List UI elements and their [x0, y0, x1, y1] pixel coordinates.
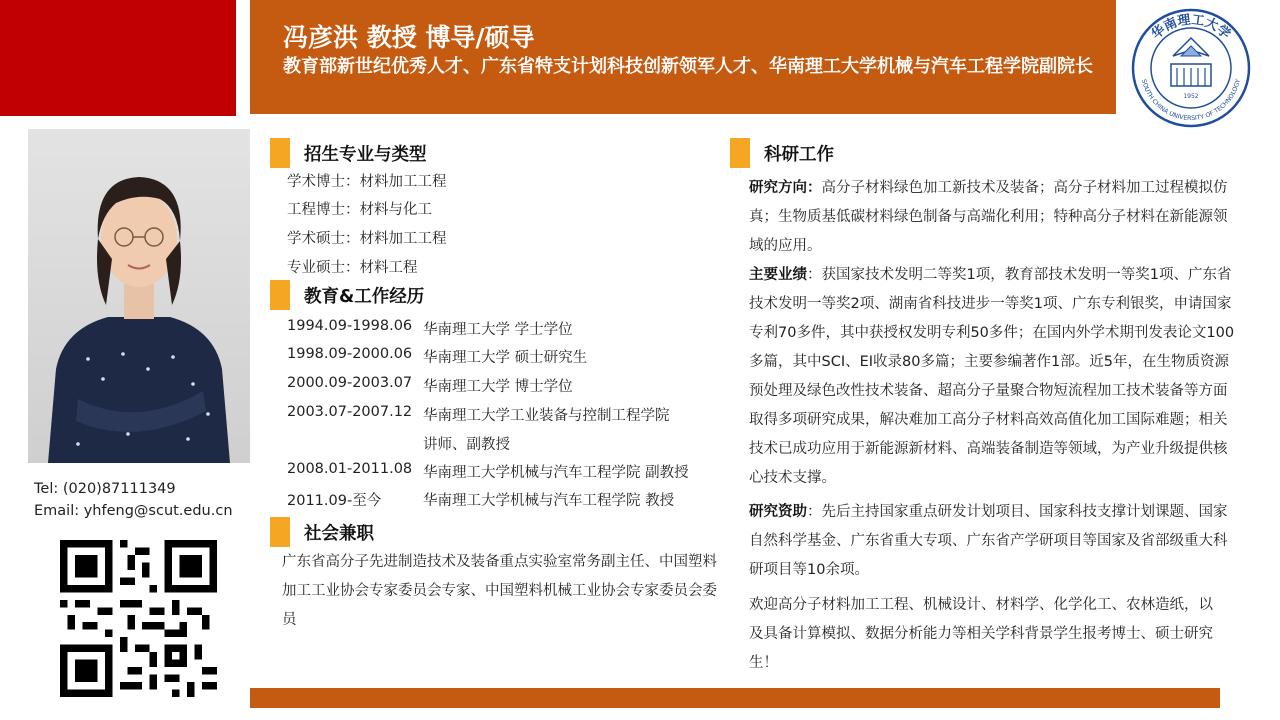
social-title: 社会兼职 [304, 524, 374, 544]
education-date: 2008.01-2011.08 [287, 461, 413, 477]
contact-phone: Tel: (020)87111349 [34, 481, 176, 497]
admission-item: 学术博士：材料加工工程 [287, 174, 447, 190]
education-date: 2003.07-2007.12 [287, 404, 413, 420]
education-desc: 华南理工大学机械与汽车工程学院 副教授 [423, 465, 689, 481]
admission-item: 学术硕士：材料加工工程 [287, 231, 447, 247]
welcome-text: 欢迎高分子材料加工工程、机械设计、材料学、化学化工、农林造纸，以及具备计算模拟、数据分析能力等相关学科背景学生报考博士、硕士研究生！ [749, 597, 1213, 671]
education-desc: 华南理工大学 博士学位 [423, 379, 573, 395]
admission-item: 专业硕士：材料工程 [287, 260, 418, 276]
section-marker [730, 138, 750, 168]
funding-text: ：先后主持国家重点研发计划项目、国家科技支撑计划课题、国家自然科学基金、广东省重大专项、广东省产学研项目等国家及省部级重大科研项目等10余项。 [749, 504, 1228, 578]
social-positions-text: 广东省高分子先进制造技术及装备重点实验室常务副主任、中国塑料加工工业协会专家委员会专家、中国塑料机械工业协会专家委员会委员 [282, 554, 717, 628]
logo-english-text: SOUTH CHINA UNIVERSITY OF TECHNOLOGY [1139, 78, 1243, 123]
research-direction-label: 研究方向： [749, 180, 822, 196]
education-desc: 华南理工大学工业装备与控制工程学院 [423, 408, 670, 424]
section-marker [270, 280, 290, 310]
education-title: 教育&工作经历 [304, 287, 425, 307]
research-direction-text: 高分子材料绿色加工新技术及装备；高分子材料加工过程模拟仿真；生物质基低碳材料绿色制备与高端化利用；特种高分子材料在新能源领域的应用。 [749, 180, 1228, 254]
research-direction [749, 174, 1239, 261]
research-achievements [749, 261, 1239, 493]
admissions-title: 招生专业与类型 [304, 145, 427, 165]
red-decor-block [0, 0, 236, 116]
logo-chinese-text: 华南理工大学 [1148, 12, 1234, 43]
professor-name-title: 冯彦洪 教授 博导/硕导 [283, 23, 535, 52]
research-funding [749, 498, 1239, 585]
research-title: 科研工作 [764, 145, 834, 165]
footer-bar [250, 688, 1220, 708]
header-banner [250, 0, 1116, 114]
admission-item: 工程博士：材料与化工 [287, 202, 432, 218]
logo-year: 1952 [1183, 93, 1199, 100]
portrait-photo [28, 129, 250, 463]
achievements-text: ：获国家技术发明二等奖1项，教育部技术发明一等奖1项、广东省技术发明一等奖2项、湖南省科技进步一等奖1项、广东专利银奖，申请国家专利70多件，其中获授权发明专利50多件；在国内外学术期刊发表论文100多篇，其中SCI、EI收录80多篇；主要参编著作1部。近5年，在生物质资源预处理及绿色改性技术装备、超高分子量聚合物短流程加工技术装备等方面取得多项研究成果，解决难加工高分子材料高效高值化加工国际难题；相关技术已成功应用于新能源新材料、高端装备制造等领域，为产业升级提供核心技术支撑。 [749, 267, 1235, 486]
professor-honors: 教育部新世纪优秀人才、广东省特支计划科技创新领军人才、华南理工大学机械与汽车工程学院副院长 [283, 56, 1093, 77]
education-date: 2011.09-至今 [287, 493, 382, 509]
education-date: 1998.09-2000.06 [287, 346, 413, 362]
education-desc: 华南理工大学 硕士研究生 [423, 350, 588, 366]
education-desc-continued: 讲师、副教授 [423, 437, 510, 453]
contact-email[interactable]: Email: yhfeng@scut.edu.cn [34, 503, 233, 519]
section-marker [270, 138, 290, 168]
scut-logo-icon [1131, 8, 1251, 128]
section-marker [270, 517, 290, 547]
education-date: 1994.09-1998.06 [287, 318, 413, 334]
qr-code-icon [60, 540, 217, 697]
education-desc: 华南理工大学机械与汽车工程学院 教授 [423, 493, 675, 509]
education-desc: 华南理工大学 学士学位 [423, 322, 573, 338]
education-date: 2000.09-2003.07 [287, 375, 413, 391]
funding-label: 研究资助 [749, 504, 807, 520]
achievements-label: 主要业绩 [749, 267, 807, 283]
